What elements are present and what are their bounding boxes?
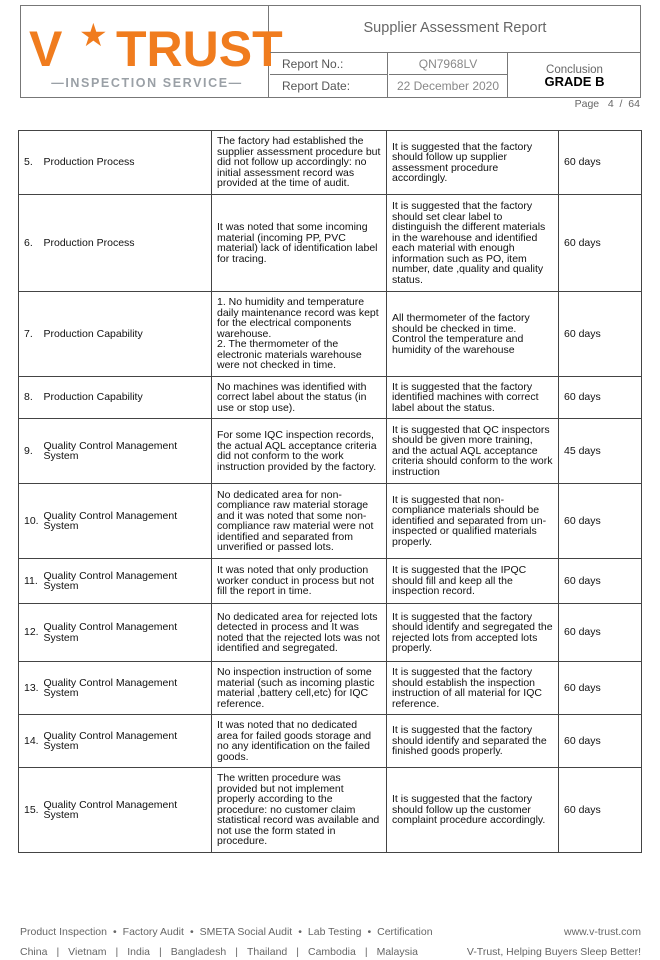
pipe-separator: |	[56, 946, 60, 958]
row-timeframe: 60 days	[559, 715, 642, 768]
row-number: 8.	[19, 377, 44, 419]
row-number: 6.	[19, 195, 44, 292]
footer-country-item: Bangladesh	[170, 946, 227, 958]
table-row	[19, 419, 642, 484]
footer-website[interactable]: www.v-trust.com	[563, 926, 641, 938]
footer-country-item: Vietnam	[68, 946, 107, 958]
pipe-separator: |	[235, 946, 238, 958]
row-suggestion: It is suggested that non-compliance materials should be identified and separated from un-inspected or qualified materials properly.	[387, 484, 559, 559]
row-number: 12.	[19, 604, 44, 662]
table-row	[19, 768, 642, 853]
report-no-value: QN7968LV	[389, 53, 508, 75]
row-number: 9.	[19, 419, 44, 484]
row-finding: No dedicated area for rejected lots detected in process and It was noted that the rejected lots was not identified and segregated.	[212, 604, 387, 662]
row-suggestion: It is suggested that the IPQC should fill and keep all the inspection record.	[387, 559, 559, 604]
page-number: Page 4 / 64	[574, 98, 640, 110]
row-area: Production Process	[44, 195, 212, 292]
row-timeframe: 60 days	[559, 768, 642, 853]
row-area: Quality Control Management System	[44, 768, 212, 853]
logo-v: V	[29, 21, 61, 77]
row-area: Quality Control Management System	[44, 559, 212, 604]
row-finding: For some IQC inspection records, the actual AQL acceptance criteria did not conform to the work instruction provided by the factory.	[212, 419, 387, 484]
table-row	[19, 715, 642, 768]
footer-service-item: Certification	[377, 926, 433, 938]
row-area: Quality Control Management System	[44, 484, 212, 559]
conclusion-grade: GRADE B	[544, 74, 605, 89]
footer-service-item: Lab Testing	[307, 926, 362, 938]
row-area: Production Capability	[44, 377, 212, 419]
row-suggestion: It is suggested that QC inspectors should be given more training, and the actual AQL acceptance criteria should conform to the work instruction	[387, 419, 559, 484]
conclusion-box	[509, 53, 640, 97]
row-timeframe: 60 days	[559, 662, 642, 715]
row-finding: It was noted that only production worker conduct in process but not fill the report in time.	[212, 559, 387, 604]
logo-subtitle: —INSPECTION SERVICE—	[51, 76, 243, 90]
table-row	[19, 662, 642, 715]
pipe-separator: |	[115, 946, 119, 958]
footer-service-item: Product Inspection	[20, 926, 107, 938]
footer-country-item: Malaysia	[376, 946, 419, 958]
row-finding: It was noted that no dedicated area for failed goods storage and no any identification on the failed goods.	[212, 715, 387, 768]
row-number: 10.	[19, 484, 44, 559]
row-timeframe: 45 days	[559, 419, 642, 484]
table-row	[19, 131, 642, 195]
row-timeframe: 60 days	[559, 195, 642, 292]
conclusion-label: Conclusion	[546, 64, 603, 76]
row-timeframe: 60 days	[559, 292, 642, 377]
footer-countries	[20, 946, 641, 958]
row-area: Production Process	[44, 131, 212, 195]
report-title: Supplier Assessment Report	[270, 6, 640, 53]
row-number: 15.	[19, 768, 44, 853]
row-timeframe: 60 days	[559, 377, 642, 419]
row-area: Quality Control Management System	[44, 662, 212, 715]
row-suggestion: All thermometer of the factory should be checked in time. Control the temperature and humidity of the warehouse	[387, 292, 559, 377]
row-suggestion: It is suggested that the factory should establish the inspection instruction of all material for IQC reference.	[387, 662, 559, 715]
bullet-separator: •	[367, 926, 372, 938]
row-suggestion: It is suggested that the factory should follow up the customer complaint procedure accordingly.	[387, 768, 559, 853]
footer-service-item: SMETA Social Audit	[199, 926, 293, 938]
pipe-separator: |	[296, 946, 299, 958]
row-timeframe: 60 days	[559, 484, 642, 559]
row-timeframe: 60 days	[559, 559, 642, 604]
footer-country-item: China	[20, 946, 48, 958]
report-date-label: Report Date:	[270, 75, 388, 97]
footer-country-item: Thailand	[246, 946, 288, 958]
row-number: 11.	[19, 559, 44, 604]
row-area: Quality Control Management System	[44, 419, 212, 484]
row-suggestion: It is suggested that the factory should identify and separated the finished goods properly.	[387, 715, 559, 768]
pipe-separator: |	[364, 946, 368, 958]
table-row	[19, 484, 642, 559]
row-suggestion: It is suggested that the factory should follow up supplier assessment procedure accordingly.	[387, 131, 559, 195]
report-date-value: 22 December 2020	[389, 75, 508, 97]
report-header	[20, 5, 641, 98]
row-finding: No inspection instruction of some material (such as incoming plastic material ,battery cell,etc) for IQC reference.	[212, 662, 387, 715]
footer-country-item: India	[127, 946, 151, 958]
star-icon: ★	[79, 17, 108, 53]
pipe-separator: |	[159, 946, 162, 958]
table-row	[19, 292, 642, 377]
row-suggestion: It is suggested that the factory identified machines with correct label about the status.	[387, 377, 559, 419]
row-timeframe: 60 days	[559, 131, 642, 195]
table-row	[19, 559, 642, 604]
logo-trust: TRUST	[116, 21, 283, 77]
row-suggestion: It is suggested that the factory should identify and segregated the rejected lots from accepted lots properly.	[387, 604, 559, 662]
row-finding: No dedicated area for non-compliance raw material storage and it was noted that some non-compliance raw material were not identified and separated from unverified or passed lots.	[212, 484, 387, 559]
row-suggestion: It is suggested that the factory should set clear label to distinguish the different materials in the warehouse and identified each material with enough information such as PO, item number, date ,quality and quality status.	[387, 195, 559, 292]
row-finding: 1. No humidity and temperature daily maintenance record was kept for the electrical components warehouse. 2. The thermometer of the electronic materials warehouse were not checked in time.	[212, 292, 387, 377]
findings-table	[18, 130, 642, 853]
row-number: 5.	[19, 131, 44, 195]
vtrust-logo	[21, 6, 283, 97]
footer-country-item: Cambodia	[307, 946, 356, 958]
row-number: 7.	[19, 292, 44, 377]
row-finding: No machines was identified with correct label about the status (in use or stop use).	[212, 377, 387, 419]
bullet-separator: •	[112, 926, 117, 938]
row-area: Quality Control Management System	[44, 715, 212, 768]
footer-tagline: V-Trust, Helping Buyers Sleep Better!	[466, 946, 641, 958]
row-finding: The factory had established the supplier assessment procedure but did not follow up accordingly: no initial assessment record was provided at the time of audit.	[212, 131, 387, 195]
report-no-label: Report No.:	[270, 53, 388, 75]
row-timeframe: 60 days	[559, 604, 642, 662]
table-row	[19, 604, 642, 662]
footer-service-item: Factory Audit	[122, 926, 184, 938]
table-row	[19, 195, 642, 292]
row-number: 13.	[19, 662, 44, 715]
bullet-separator: •	[298, 926, 302, 938]
table-row	[19, 377, 642, 419]
row-finding: It was noted that some incoming material (incoming PP, PVC material) lack of identification label for tracing.	[212, 195, 387, 292]
row-area: Production Capability	[44, 292, 212, 377]
row-finding: The written procedure was provided but not implement properly according to the procedure: no customer claim statistical record was available and not use the form stated in procedure.	[212, 768, 387, 853]
row-number: 14.	[19, 715, 44, 768]
bullet-separator: •	[189, 926, 194, 938]
footer-services	[20, 926, 641, 938]
row-area: Quality Control Management System	[44, 604, 212, 662]
